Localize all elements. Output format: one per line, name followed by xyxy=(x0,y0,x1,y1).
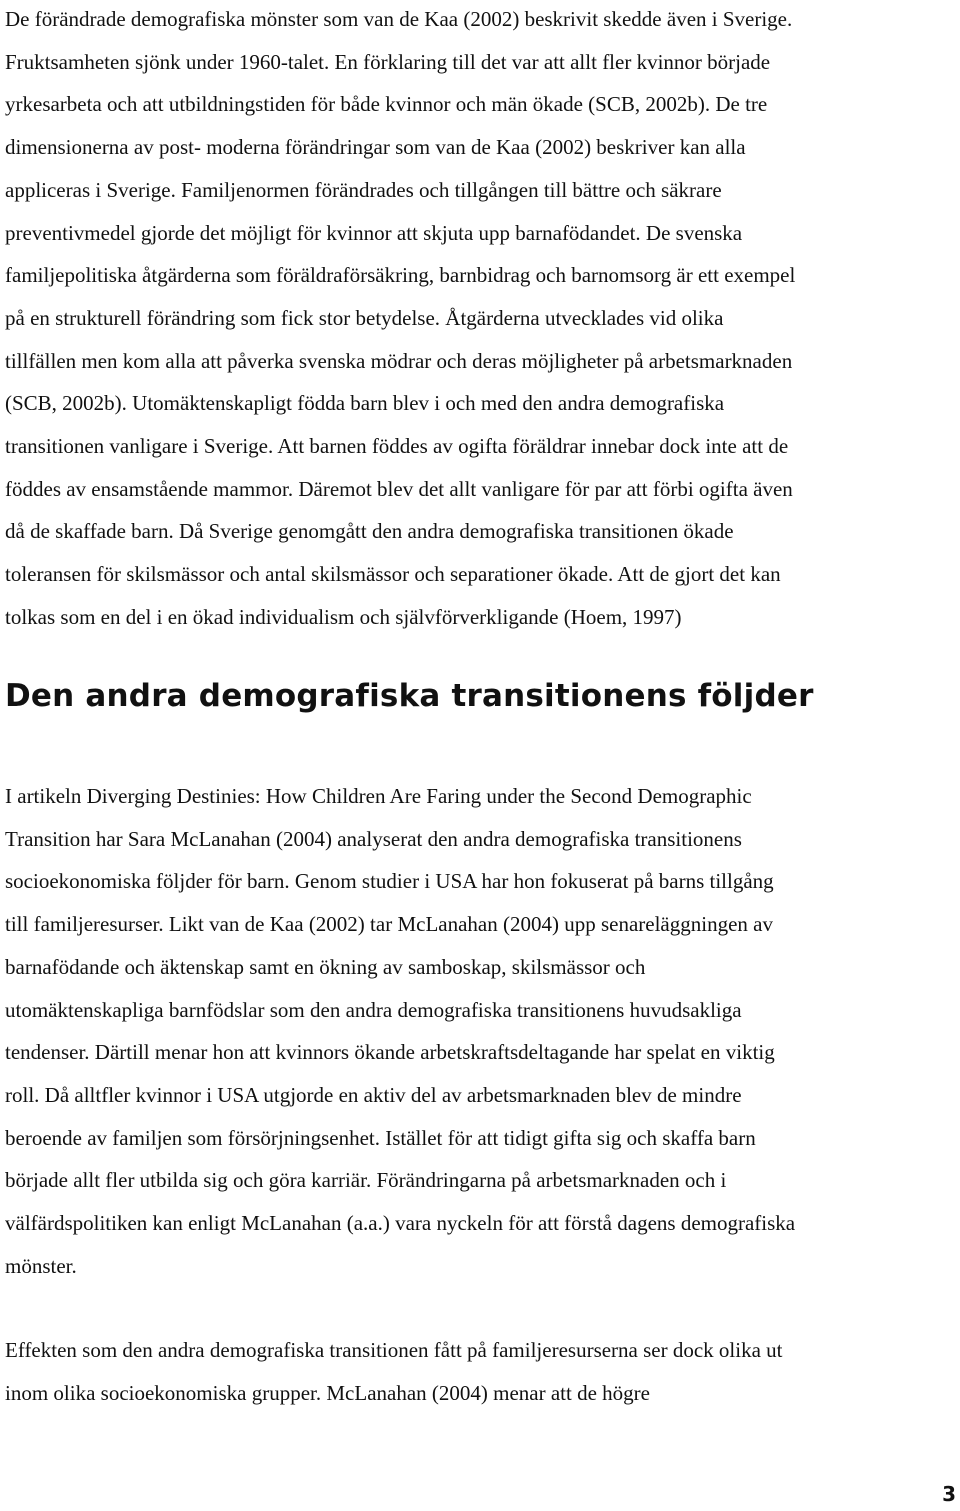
body-paragraph-3: Effekten som den andra demografiska transitionen fått på familjeresurserna ser dock olika ut inom olika socioekonomiska grupper. McLanahan (2004) menar att de högre xyxy=(5,1338,783,1405)
body-paragraph-2: I artikeln Diverging Destinies: How Children Are Faring under the Second Demographic Transition har Sara McLanahan (2004) analyserat den andra demografiska transitionens socioekonomiska följder för barn. Genom studier i USA har hon fokuserat på barns tillgång till familjeresurser. Likt van de Kaa (2002) tar McLanahan (2004) upp senareläggningen av barnafödande och äktenskap samt en ökning av samboskap, skilsmässor och utomäktenskapliga barnfödslar som den andra demografiska transitionens huvudsakliga tendenser. Därtill menar hon att kvinnors ökande arbetskraftsdeltagande har spelat en viktig roll. Då alltfler kvinnor i USA utgjorde en aktiv del av arbetsmarknaden blev de mindre beroende av familjen som försörjningsenhet. Istället för att tidigt gifta sig och skaffa barn började allt fler utbilda sig och göra karriär. Förändringarna på arbetsmarknaden och i välfärdspolitiken kan enligt McLanahan (a.a.) vara nyckeln för att förstå dagens demografiska mönster. xyxy=(5,784,796,1278)
section-heading: Den andra demografiska transitionens följder xyxy=(5,678,814,714)
body-paragraph-1: De förändrade demografiska mönster som van de Kaa (2002) beskrivit skedde även i Sverige. Fruktsamheten sjönk under 1960-talet. En förklaring till det var att allt fler kvinnor började yrkesarbeta och att utbildningstiden för både kvinnor och män ökade (SCB, 2002b). De tre dimensionerna av post- moderna förändringar som van de Kaa (2002) beskriver kan alla appliceras i Sverige. Familjenormen förändrades och tillgången till bättre och säkrare preventivmedel gjorde det möjligt för kvinnor att skjuta upp barnafödandet. De svenska familjepolitiska åtgärderna som föräldraförsäkring, barnbidrag och barnomsorg är ett exempel på en strukturell förändring som fick stor betydelse. Åtgärderna utvecklades vid olika tillfällen men kom alla att påverka svenska mödrar och deras möjligheter på arbetsmarknaden (SCB, 2002b). Utomäktenskapligt födda barn blev i och med den andra demografiska transitionen vanligare i Sverige. Att barnen föddes av ogifta föräldrar innebar dock inte att de föddes av ensamstående mammor. Däremot blev det allt vanligare för par att förbi ogifta även då de skaffade barn. Då Sverige genomgått den andra demografiska transitionen ökade toleransen för skilsmässor och antal skilsmässor och separationer ökade. Att de gjort det kan tolkas som en del i en ökad individualism och självförverkligande (Hoem, 1997) xyxy=(5,7,796,629)
page-number: 3 xyxy=(942,1482,956,1506)
